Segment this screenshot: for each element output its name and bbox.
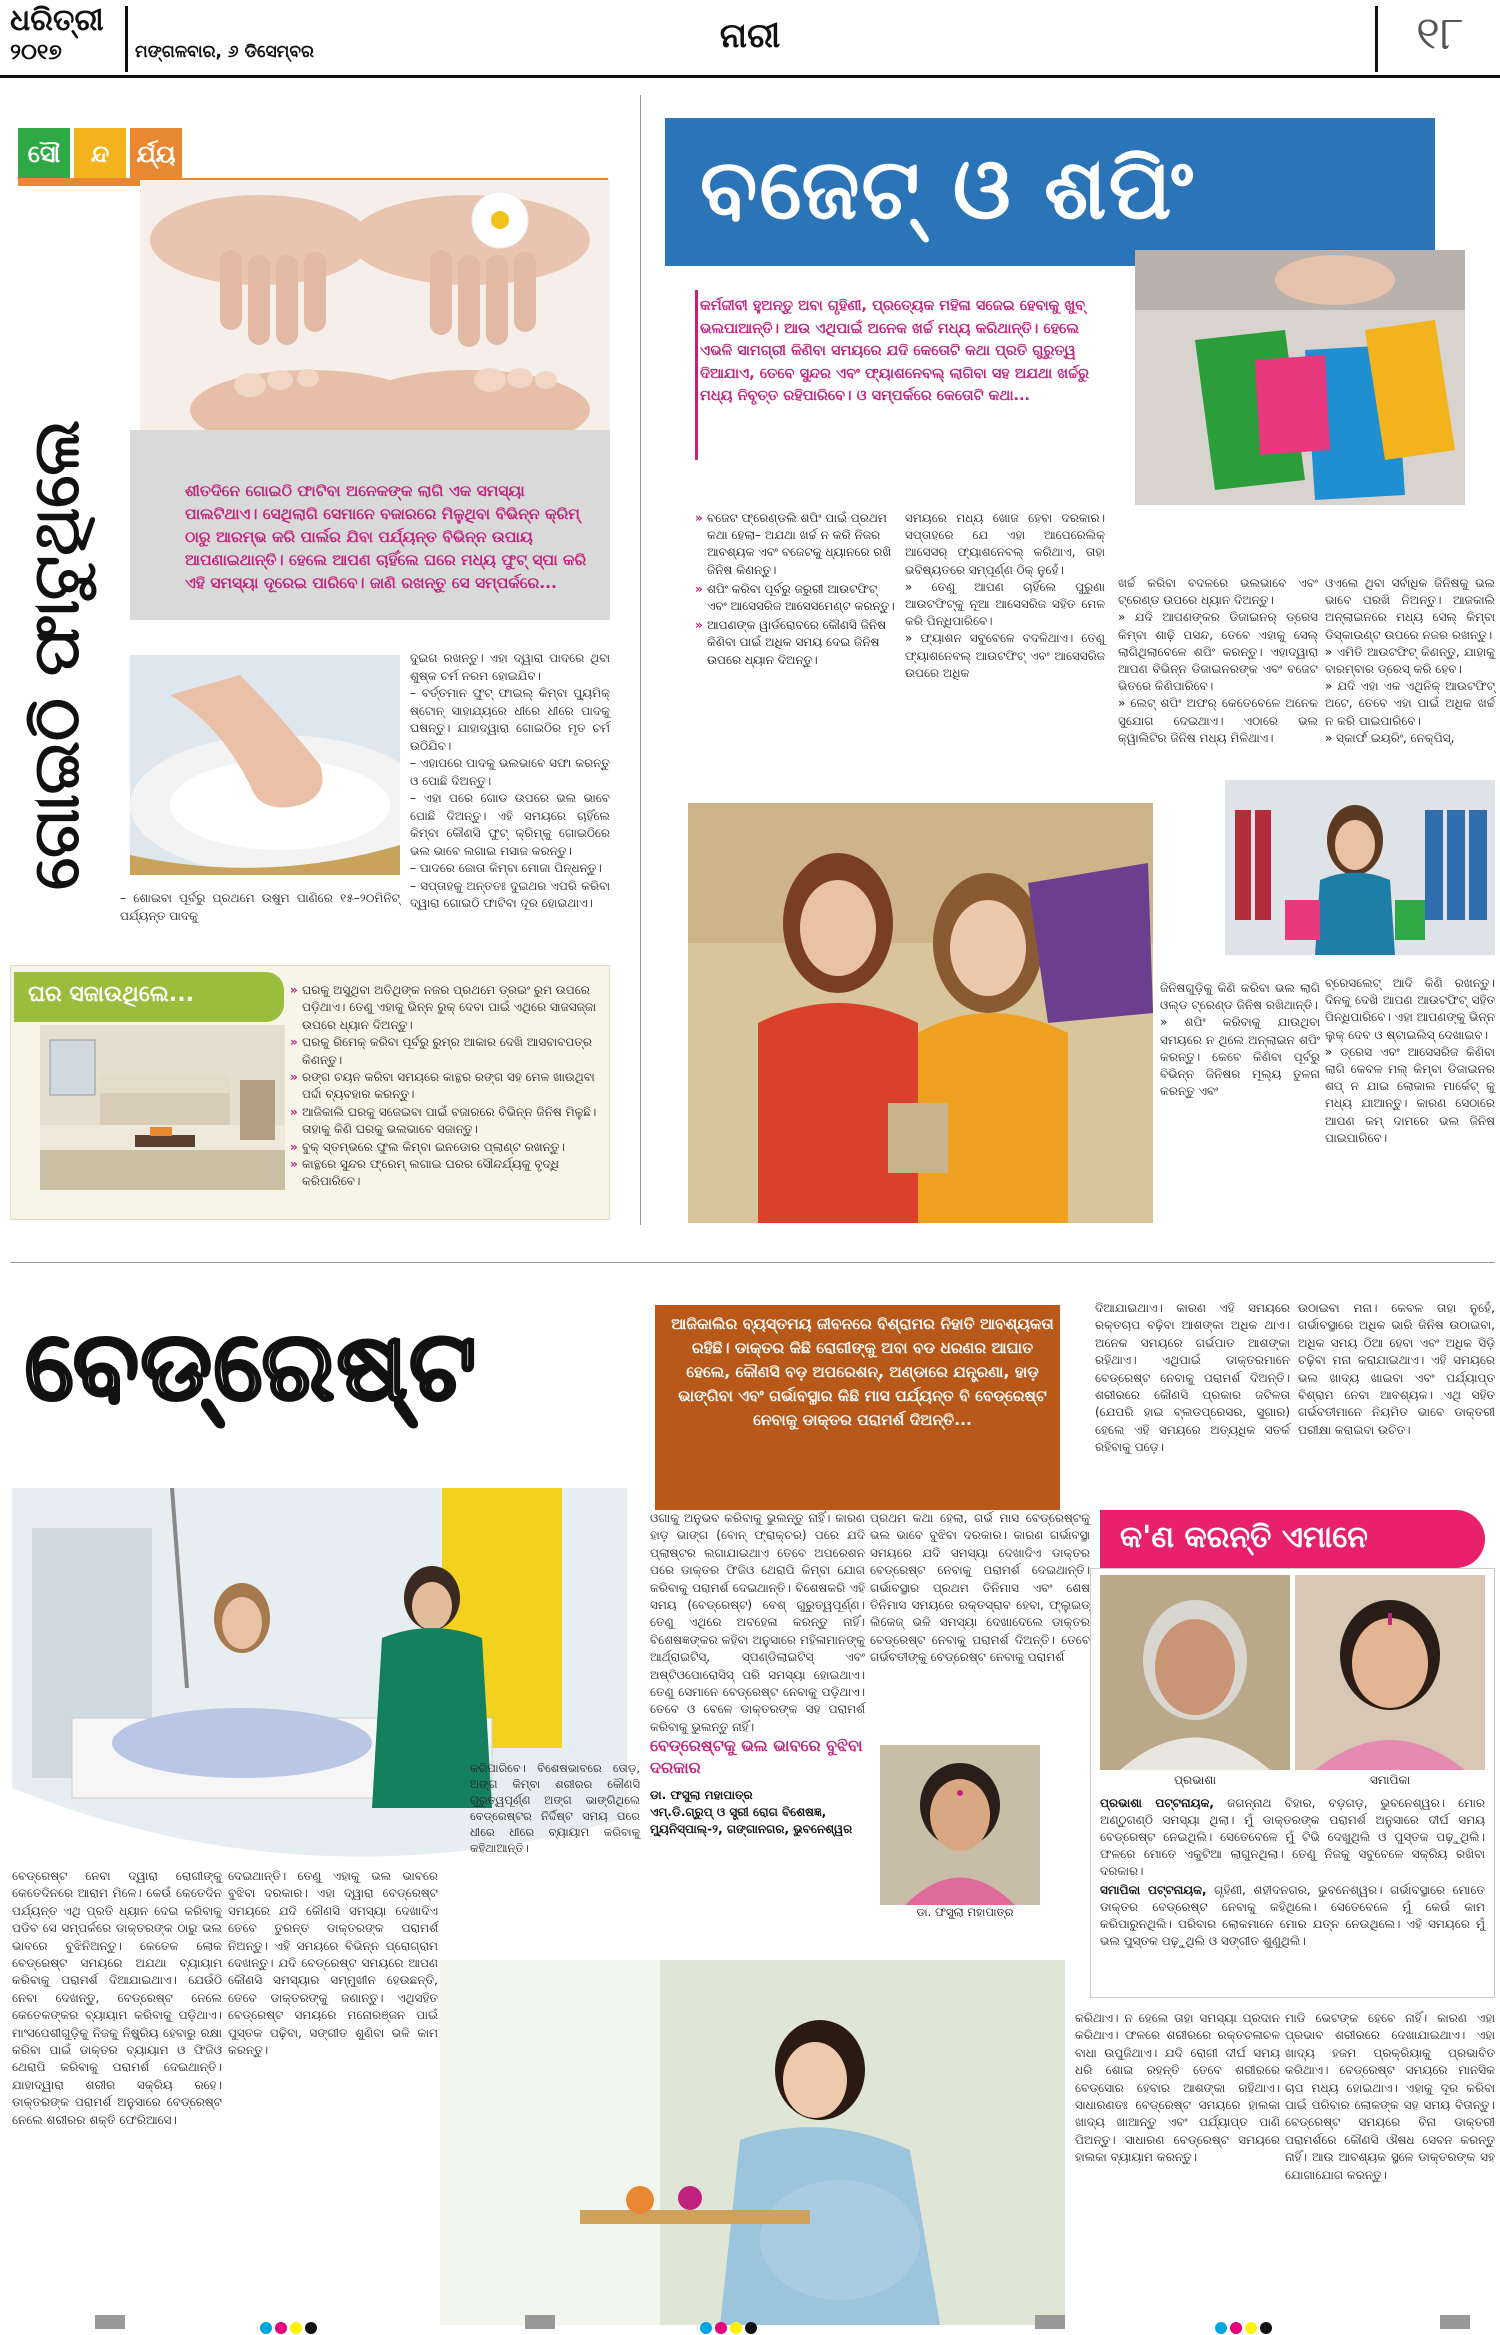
person-quote: ଜଗନ୍ନାଥ ବିହାର, ବଡ଼ଗଡ଼, ଭୁବନେଶ୍ୱର। ମୋର ଅଣ୍ଠୁଗଣ୍ଠି ସମସ୍ୟା ଥିଲା। ମୁଁ ଡାକ୍ତରଙ୍କ ପରାମର୍ଶ ଅନୁସାରେ ଦୀର୍ଘ ସମୟ ବେଡ୍‌ରେଷ୍ଟ ନେଇଥିଲି। ସେତେବେଳେ ମୁଁ ଟିଭି ଦେଖୁଥିଲି ଓ ପୁସ୍ତକ ପଢ଼ୁଥିଲି। ଫଳରେ ମୋତେ ଏକୁଟିଆ ଲାଗୁନଥିଲା। ତେଣୁ ନିଜକୁ ସବୁବେଳେ ସକ୍ରିୟ ରଖିବା ଦରକାର। — [1100, 1796, 1485, 1878]
lead-rule — [695, 290, 698, 460]
bedrest-note: କରିପାରିବେ। ବିଶେଷଭାବରେ ତୋଡ଼, ଅଙ୍ଗ କିମ୍ବା ଶରୀରର କୌଣସି ଗୁରୁତ୍ୱପୂର୍ଣ୍ଣ ଅଙ୍ଗ ଭାଙ୍ଗିଥିଲେ ବେଡ୍‌ରେଷ୍ଟର ନିର୍ଦ୍ଦିଷ୍ଟ ସମୟ ପରେ ଧୀରେ ଧୀରେ ବ୍ୟାୟାମ କରିବାକୁ କହିଥାଆନ୍ତି। — [470, 1761, 640, 1855]
shopping-column: ସମୟରେ ମଧ୍ୟ ଖୋଜ ହେବା ଦରକାର। ସପ୍ତାହରେ ଯେ ଏହା ଆପେରେଲିକ୍ ଆସେସର୍ ଫ୍ୟାଶନେବଲ୍ କରିଥାଏ, ତାହା ଭବିଷ୍ୟତରେ ସମ୍ପୂର୍ଣ୍ଣ ଠିକ୍ ନୁହେଁ। » ତେଣୁ ଆପଣ ଚାହିଁଲେ ପୁରୁଣା ଆଉଟଫିଟ୍କୁ ନୂଆ ଆସେସରିଜ ସହିତ ମେଳ କରି ପିନ୍ଧିପାରିବେ। » ଫ୍ୟାଶନ ସବୁବେଳେ ବଦଳିଥାଏ। ତେଣୁ ଫ୍ୟାଶନେବଲ୍ ଆଉଟଫିଟ୍ ଏବଂ ଆସେସରିଜ ଉପରେ ଅଧିକ — [905, 511, 1105, 680]
bedrest-column: ବେଡ୍‌ରେଷ୍ଟ ନେବା ଦ୍ୱାରା ରୋଗୀଙ୍କୁ କେତେଦିନରେ ଆରାମ ମିଳେ। କେଉଁ କେତେଦିନ ପର୍ଯ୍ୟନ୍ତ ଏଥି ପ୍ରତି ଧ୍ୟାନ ଦେଇ କରିବାକୁ ପଡିବ ସେ ସମ୍ପର୍କରେ ଡାକ୍ତରଙ୍କ ଠାରୁ ଭଲ ଭାବରେ ବୁଝିନିଅନ୍ତୁ। କେତେକ ଲୋକ ବେଡ୍‌ରେଷ୍ଟ ସମୟରେ ଅଯଥା ବ୍ୟାୟାମ କରିବାକୁ ପରାମର୍ଶ ଦିଆଯାଇଥାଏ। ଯେଉଁଠି ନେବା ଦେଖନ୍ତୁ, ବେଡ୍‌ରେଷ୍ଟ ନେଲେ କେତେକଙ୍କର ବ୍ୟାୟାମ କରିବାକୁ ପଡ଼ିଥାଏ। ମାଂସପେଶୀଗୁଡ଼ିକୁ ନିଜକୁ ନିଷ୍କ୍ରିୟ ହେବାରୁ ରକ୍ଷା କରିବା ପାଇଁ ଡାକ୍ତର ବ୍ୟାୟାମ ଓ ଫିଜିଓ ଥେରାପି କରିବାକୁ ପରାମର୍ଶ ଦେଇଥାନ୍ତି। ଯାହାଦ୍ୱାରା ଶରୀର ସକ୍ରିୟ ରହେ। ଡାକ୍ତରଙ୍କ ପରାମର୍ଶ ଅନୁସାରେ ବେଡ୍‌ରେଷ୍ଟ ନେଲେ ଶରୀରର ଶକ୍ତି ଫେରିଆସେ। — [12, 1869, 222, 2127]
list-item: » ବଜେଟ ଫ୍ରେଣ୍ଡଲି ଶପିଂ ପାଇଁ ପ୍ରଥମ କଥା ହେଲା– ଅଯଥା ଖର୍ଚ୍ଚ ନ କରି ନିଜର ଆବଶ୍ୟକ ଏବଂ ବଜେଟକୁ ଧ୍ୟାନରେ ରଖି ଜିନିଷ କିଣନ୍ତୁ। — [695, 510, 895, 579]
expert-affiliation: ଏମ୍.ଡି.ଗ୍ରୁପ୍ ଓ ସ୍ତ୍ରୀ ରୋଗ ବିଶେଷଜ୍ଞ, ମ୍ୟୁନିସ୍ପାଲ୍-୨, ଗଙ୍ଗାନଗର, ଭୁବନେଶ୍ୱର — [650, 1805, 853, 1836]
manicure-photo — [140, 180, 610, 430]
bedrest-column: ପ୍ରଥମ କଥା ହେଲା, ଗର୍ଭ ମାସ ବେଡ୍‌ରେଷ୍ଟକୁ ଭଲ ଭାବେ ବୁଝିବା ଦରକାର। କାରଣ ଗର୍ଭାବସ୍ଥା ସମୟରେ ଯଦି ସମସ୍ୟା ଦେଖାଦିଏ ଡାକ୍ତର ବେଡ୍‌ରେଷ୍ଟ ନେବାକୁ ପରାମର୍ଶ ଦେଇଥାନ୍ତି। ଗର୍ଭାବସ୍ଥାର ପ୍ରଥମ ତିନିମାସ ଏବଂ ଶେଷ ତିନିମାସ ସମୟରେ ରକ୍ତସ୍ରାବ ହେବା, ଫ୍ଲୁଇଡ୍ ଲିକେଜ୍ ଭଳି ସମସ୍ୟା ଦେଖାଦେଲେ ଡାକ୍ତର ବେଡ୍‌ରେଷ୍ଟ ନେବାକୁ ପରାମର୍ଶ ଦିଅନ୍ତି। ତେବେ ଗର୍ଭବତୀଙ୍କୁ ବେଡ୍‌ରେଷ୍ଟ ନେବାକୁ ପରାମର୍ଶ — [870, 1511, 1090, 1665]
bedrest-column: ଦେଇଥାନ୍ତି। ତେଣୁ ଏହାକୁ ଭଲ ଭାବରେ ବୁଝିବା ଦରକାର। ଏହା ଦ୍ୱାରା ବେଡ୍‌ରେଷ୍ଟ ସମୟରେ ଯଦି କୌଣସି ସମସ୍ୟା ଦେଖାଦିଏ ତେବେ ତୁରନ୍ତ ଡାକ୍ତରଙ୍କ ପରାମର୍ଶ ନିଅନ୍ତୁ। ଏହି ସମୟରେ ବିଭିନ୍ନ ପ୍ରୋଗ୍ରାମ ଦେଖନ୍ତୁ। ଯଦି ବେଡ୍‌ରେଷ୍ଟ ସମୟରେ ଆପଣ କୌଣସି ସମସ୍ୟାର ସମ୍ମୁଖୀନ ହେଉଛନ୍ତି, ତେବେ ଡାକ୍ତରଙ୍କୁ ଜଣାନ୍ତୁ। ଏଥିସହିତ ବେଡ୍‌ରେଷ୍ଟ ସମୟରେ ମନୋରଞ୍ଜନ ପାଇଁ ପୁସ୍ତକ ପଢ଼ିବା, ସଙ୍ଗୀତ ଶୁଣିବା ଭଳି କାମ କରନ୍ତୁ। — [228, 1869, 438, 2058]
expert-photo — [880, 1745, 1040, 1905]
masthead-logo: ଧରିତ୍ରୀ — [10, 3, 104, 38]
dateline: ମଙ୍ଗଳବାର, ୬ ଡିସେମ୍ବର — [135, 42, 314, 62]
shopping-column: ଓଏଲେ ଥିବା ସର୍ବାଧିକ ଜିନିଷକୁ ଭଲ ଭାବେ ପରଖି ନିଅନ୍ତୁ। ଆଜକାଲି ଅନ୍‌ଲାଇନରେ ମଧ୍ୟ ସେଲ୍ କିମ୍ବା ଡିସ୍କାଉଣ୍ଟ ଉପରେ ନଜର ରଖନ୍ତୁ। » ଏମିତି ଆଉଟଫିଟ୍ କିଣନ୍ତୁ, ଯାହାକୁ ବାରମ୍ବାର ଡ୍ରେସ୍ କରି ହେବ। » ଯଦି ଏହା ଏକ ଏଥିନିକ୍ ଆଉଟଫିଟ୍ ଅଟେ, ତେବେ ଏହା ପାଇଁ ଅଧିକ ଖର୍ଚ୍ଚ ନ କରି ପାଇପାରିବେ। » ସ୍କାର୍ଫ ଇୟରିଂ, ନେକ୍‌ପିସ୍, — [1325, 576, 1495, 745]
bedrest-column: ଉଠାଇବା ମନା। କେବଳ ତାହା ନୁହେଁ, ଗର୍ଭାବସ୍ଥାରେ ଅଧିକ ଭାରି ଜିନିଷ ଉଠାଇବା, ଅଧିକ ସମୟ ଠିଆ ହେବା ଏବଂ ଅଧିକ ସିଡ଼ି ଚଢ଼ିବା ମନା କରାଯାଇଥାଏ। ଏହି ସମୟରେ ଭଲ ଖାଦ୍ୟ ଖାଇବା ଏବଂ ପର୍ଯ୍ୟାପ୍ତ ବିଶ୍ରାମ ନେବା ଆବଶ୍ୟକ। ଏଥି ସହିତ ଗର୍ଭବତୀମାନେ ନିୟମିତ ଭାବେ ଡାକ୍ତରୀ ପରୀକ୍ଷା କରାଇବା ଉଚିତ। — [1298, 1301, 1495, 1437]
expert-heading: ବେଡ୍‌ରେଷ୍ଟକୁ ଭଲ ଭାବରେ ବୁଝିବା ଦରକାର — [650, 1736, 863, 1777]
person-name: ସମାପିକା ପଟ୍ଟନାୟକ, — [1100, 1883, 1207, 1897]
cmyk-dots — [1215, 2319, 1275, 2331]
page-number: ୧୮ — [1416, 6, 1464, 60]
cmyk-dots — [260, 2319, 320, 2331]
list-item: » ଆଜିକାଲି ଘରକୁ ସଜେଇବା ପାଇଁ ବଜାରରେ ବିଭିନ୍ନ ଜିନିଷ ମିଳୁଛି। ତାହାକୁ କିଣି ଘରକୁ ଭଲଭାବେ ସଜାନ୍ତୁ। — [290, 1104, 605, 1139]
bedrest-column: ଓଗାକୁ ଅନୁଭବ କରିବାକୁ ଭୁଲନ୍ତୁ ନାହିଁ। କାରଣ ହାଡ଼ ଭାଙ୍ଗ (ବୋନ୍ ଫ୍ରାକ୍ଚର) ପରେ ଯଦି ପ୍ଲାଷ୍ଟର ଲଗାଯାଇଥାଏ ତେବେ ଅପରେଶନ ପରେ ଡାକ୍ତର ଫିଜିଓ ଥେରାପି କିମ୍ବା ଯୋଗ କରିବାକୁ ପରାମର୍ଶ ଦେଇଥାନ୍ତି। ବିଶେଷକରି ଏହି ସମୟ (ବେଡ୍‌ରେଷ୍ଟ) ବେଶ୍ ଗୁରୁତ୍ୱପୂର୍ଣ୍ଣ। ତେଣୁ ଏଥିରେ ଅବହେଳା କରନ୍ତୁ ନାହିଁ। ବିଶେଷଜ୍ଞଙ୍କର କହିବା ଅନୁସାରେ ମହିଳାମାନଙ୍କୁ ଆର୍ଥ୍ରାଇଟିସ୍, ସ୍ପଣ୍ଡିଲାଇଟିସ୍ ଏବଂ ଅଷ୍ଟିଓପୋରୋସିସ୍ ପରି ସମସ୍ୟା ହୋଇଥାଏ। ତେଣୁ ସେମାନେ ବେଡ୍‌ରେଷ୍ଟ ନେବାକୁ ପଡ଼ିଥାଏ। ତେବେ ଓ ବେଳେ ଡାକ୍ତରଙ୍କ ସହ ପରାମର୍ଶ କରିବାକୁ ଭୁଲନ୍ତୁ ନାହିଁ। — [650, 1511, 865, 1734]
shopping-column: ଖର୍ଚ୍ଚ କରିବା ବଦଳରେ ଭଲଭାବେ ଏବଂ ଟ୍ରେଣ୍ଡ ଉପରେ ଧ୍ୟାନ ଦିଅନ୍ତୁ। » ଯଦି ଆପଣଙ୍କର ଡିଜାଇନର୍ ଡ୍ରେସ କିମ୍ବା ଶାଢ଼ି ପସନ୍ଦ, ତେବେ ଏହାକୁ ସେଲ୍ ଲାଗିଥିଲାବେଳେ ଶପିଂ କରନ୍ତୁ। ଏହାଦ୍ୱାରା ଆପଣ ବିଭିନ୍ନ ଡିଜାଇନରଙ୍କ ଏବଂ ବଜେଟ ଭିତରେ କିଣିପାରିବେ। » ଲେଟ୍ ଶପିଂ ଅଫର୍ କେତେବେଳେ ଅନେକ ସୁଯୋଗ ଦେଇଥାଏ। ଏଠାରେ ଭଲ କ୍ୱାଲିଟିର ଜିନିଷ ମଧ୍ୟ ମିଳିଥାଏ। — [1118, 576, 1318, 745]
pregnant-woman-photo — [440, 1960, 1065, 2325]
home-decor-title: ଘର ସଜାଉଥିଲେ... — [14, 972, 284, 1022]
bedrest-column: କରିଥାଏ। ନ ହେଲେ ତାହା ସମସ୍ୟା ପ୍ରଦାନ କରିଥାଏ। ଫଳରେ ଶରୀରରେ ରକ୍ତଚଳାଚଳ ବାଧା ଉପୁଜିଥାଏ। ଯଦି ରୋଗୀ ଦୀର୍ଘ ସମୟ ଧରି ଶୋଇ ରହନ୍ତି ତେବେ ଶରୀରରେ ବେଡ୍‌ସୋର ହେବାର ଆଶଙ୍କା ରହିଥାଏ। ସାଧାରଣତଃ ବେଡ୍‌ରେଷ୍ଟ ସମୟରେ ହାଲକା ଖାଦ୍ୟ ଖାଆନ୍ତୁ ଏବଂ ପର୍ଯ୍ୟାପ୍ତ ପାଣି ପିଅନ୍ତୁ। ସାଧାରଣ ବେଡ୍‌ରେଷ୍ଟ ସମୟରେ ହାଲକା ବ୍ୟାୟାମ କରନ୍ତୁ। — [1075, 2011, 1280, 2165]
beauty-body: ଦୁଇଗ ରଖନ୍ତୁ। ଏହା ଦ୍ୱାରା ପାଦରେ ଥିବା ଶୁଷ୍କ ଚର୍ମ ନରମ ହୋଇଯିବ। – ବର୍ତ୍ତମାନ ଫୁଟ୍ ଫାଇଲ୍ କିମ୍ବା ପ୍ୟୁମିକ୍ ଷ୍ଟୋନ୍ ସାହାଯ୍ୟରେ ଧୀରେ ଧୀରେ ପାଦକୁ ଘଷନ୍ତୁ। ଯାହାଦ୍ୱାରା ଗୋଇଠିର ମୃତ ଚର୍ମ ଉଠିଯିବ। – ଏହାପରେ ପାଦକୁ ଭଲଭାବେ ସଫା କରନ୍ତୁ ଓ ପୋଛି ଦିଅନ୍ତୁ। – ଏହା ପରେ ଗୋଡ ଉପରେ ଭଲ ଭାବେ ପୋଛି ଦିଅନ୍ତୁ। ଏହି ସମୟରେ ଚାହିଁଲେ କିମ୍ବା କୌଣସି ଫୁଟ୍ କ୍ରିମ୍କୁ ଗୋଇଠିରେ ଭଲ ଭାବେ ଲଗାଇ ମସାଜ କରନ୍ତୁ। – ପାଦରେ ଜୋତା କିମ୍ବା ମୋଜା ପିନ୍ଧନ୍ତୁ। – ସପ୍ତାହକୁ ଅନ୍ତତଃ ଦୁଇଥର ଏପରି କରିବା ଦ୍ୱାରା ଗୋଇଠି ଫାଟିବା ଦୂର ହୋଇଥାଏ। — [410, 651, 610, 910]
what-they-do-title: କ'ଣ କରନ୍ତି ଏମାନେ — [1120, 1520, 1368, 1555]
header-divider — [125, 6, 128, 72]
tag-cell: ନ୍ଦ — [74, 128, 126, 180]
person-photo — [1100, 1575, 1290, 1770]
list-item: » ଘରକୁ ରିମେକ୍ କରିବା ପୂର୍ବରୁ ରୁମ୍ର ଆକାର ଦେଖି ଆସବାବପତ୍ର କିଣନ୍ତୁ। — [290, 1034, 605, 1069]
grey-block — [1035, 2315, 1065, 2329]
grey-block — [95, 2315, 125, 2329]
masthead — [10, 4, 130, 74]
shopper-photo — [1225, 780, 1495, 955]
beauty-section-tag — [18, 128, 186, 184]
expert-name: ଡା. ଫସୁଲା ମହାପାତ୍ର — [650, 1788, 753, 1802]
header-divider — [1375, 6, 1378, 72]
shopping-column: ବ୍ରେସଲେଟ୍ ଆଦି କିଣି ରଖନ୍ତୁ। ଦିନକୁ ଦେଖି ଆପଣ ଆଉଟଫିଟ୍ ସହିତ ପିନ୍ଧିପାରିବେ। ଏହା ଆପଣଙ୍କୁ ଭିନ୍ନ ଲୁକ୍ ଦେବ ଓ ଷ୍ଟାଇଲିସ୍ ଦେଖାଇବ। » ଡ୍ରେସ ଏବଂ ଆସେସରିଜ କିଣିବା ଲାଗି କେବଳ ମଲ୍ କିମ୍ବା ଡିଜାଇନର ଶପ୍ ନ ଯାଇ ଲୋକାଲ ମାର୍କେଟ୍ କୁ ମଧ୍ୟ ଯାଆନ୍ତୁ। କାରଣ ସେଠାରେ ଆପଣ କମ୍ ଦାମରେ ଭଲ ଜିନିଷ ପାଇପାରିବେ। — [1325, 976, 1495, 1145]
beauty-headline — [10, 240, 100, 900]
print-registration-marks — [0, 2315, 1500, 2335]
section-title: ନାରୀ — [719, 16, 781, 56]
page-header — [0, 0, 1500, 78]
person-name: ପ୍ରଭାଶା ପଟ୍ଟନାୟକ, — [1100, 1796, 1214, 1810]
what-they-do-body — [1100, 1795, 1485, 1995]
grey-block — [1440, 2315, 1470, 2329]
home-decor-list — [290, 982, 605, 1217]
person-caption: ସମାପିକା — [1369, 1773, 1411, 1787]
living-room-photo — [40, 1025, 285, 1190]
person-caption: ପ୍ରଭାଶା — [1174, 1773, 1216, 1787]
masthead-year: ୨୦୧୭ — [10, 40, 62, 65]
tag-cell: ର୍ଯ୍ୟ — [130, 128, 182, 180]
bedrest-headline: ବେଡ୍‌ରେଷ୍ଟ — [25, 1310, 478, 1422]
grey-block — [525, 2315, 555, 2329]
expert-credit — [650, 1787, 880, 1847]
list-item: » ବୁକ୍ ସ୍ତମ୍ଭରେ ଫୁଲ କିମ୍ବା ଇନଡୋର ପ୍ଲାଣ୍ଟ ରଖନ୍ତୁ। — [290, 1139, 605, 1156]
beauty-headline-text: ଗୋଇଠି ଫାଟୁଥିଲେ — [20, 419, 94, 890]
list-item: » ଘରକୁ ଅସୁଥିବା ଅତିଥିଙ୍କ ନଜର ପ୍ରଥମେ ଡ୍ରଇଂ ରୁମ ଉପରେ ପଡ଼ିଥାଏ। ତେଣୁ ଏହାକୁ ଭିନ୍ନ ରୁକ୍ ଦେବା ପାଇଁ ଏଥିରେ ସାଜସଜ୍ଜା ଉପରେ ଧ୍ୟାନ ଦିଅନ୍ତୁ। — [290, 982, 605, 1034]
bedrest-column: ଦିଆଯାଇଥାଏ। କାରଣ ଏହି ସମୟରେ ରକ୍ତଚାପ ବଢ଼ିବା ଆଶଙ୍କା ଅଧିକ ଥାଏ। ଅନେକ ସମୟରେ ଗର୍ଭପାତ ଆଶଙ୍କା ରହିଥାଏ। ଏଥିପାଇଁ ଡାକ୍ତରମାନେ ବେଡ୍‌ରେଷ୍ଟ ନେବାକୁ ପରାମର୍ଶ ଦିଅନ୍ତି। ଶରୀରରେ କୌଣସି ପ୍ରକାର ଜଟିଳତା (ଯେପରି ହାଇ ବ୍ଲଡପ୍ରେସର, ସୁଗାର) ହେଲେ ଏହି ସମୟରେ ଅତ୍ୟଧିକ ସତର୍କ ରହିବାକୁ ପଡ଼େ। — [1095, 1301, 1290, 1455]
column-divider — [640, 95, 641, 1225]
beauty-lead: ଶୀତଦିନେ ଗୋଇଠି ଫାଟିବା ଅନେକଙ୍କ ଲାଗି ଏକ ସମସ୍ୟା ପାଲଟିଥାଏ। ସେଥିଲାଗି ସେମାନେ ବଜାରରେ ମିଳୁଥିବା ବିଭିନ୍ନ କ୍ରିମ୍ ଠାରୁ ଆରମ୍ଭ କରି ପାର୍ଲର ଯିବା ପର୍ଯ୍ୟନ୍ତ ବିଭିନ୍ନ ଉପାୟ ଆପଣାଇଥାନ୍ତି। ହେଲେ ଆପଣ ଚାହିଁଲେ ଘରେ ମଧ୍ୟ ଫୁଟ୍ ସ୍ପା କରି ଏହି ସମସ୍ୟା ଦୂରେଇ ପାରିବେ। ଜାଣି ରଖନ୍ତୁ ସେ ସମ୍ପର୍କରେ... — [185, 482, 587, 592]
person-photo — [1295, 1575, 1485, 1770]
section-rule — [10, 1262, 1495, 1263]
list-item: » ଶପିଂ କରିବା ପୂର୍ବରୁ ଜରୁରୀ ଆଉଟଫିଟ୍ ଏବଂ ଆସେସରିଜ ଆସେସମେଣ୍ଟ କରନ୍ତୁ। — [695, 581, 895, 615]
list-item: » କାନ୍ଥରେ ସୁନ୍ଦର ଫ୍ରେମ୍ ଲଗାଇ ଘରର ସୌନ୍ଦର୍ଯ୍ୟକୁ ବୃଦ୍ଧି କରିପାରିବେ। — [290, 1156, 605, 1191]
list-item: » ରଙ୍ଗ ଚୟନ କରିବା ସମୟରେ କାନ୍ଥର ରଙ୍ଗ ସହ ମେଳ ଖାଉଥିବା ପର୍ଦ୍ଦା ବ୍ୟବହାର କରନ୍ତୁ। — [290, 1069, 605, 1104]
list-item: » ଆପଣଙ୍କ ୱାର୍ଡରୋବରେ କୌଣସି ଜିନିଷ କିଣିବା ପାଇଁ ଅଧିକ ସମୟ ଦେଇ ଜିନିଷ ଉପରେ ଧ୍ୟାନ ଦିଅନ୍ତୁ। — [695, 617, 895, 669]
shopping-bags-photo — [1135, 250, 1465, 505]
shopping-lead: କର୍ମଜୀବୀ ହୁଅନ୍ତୁ ଅବା ଗୃହିଣୀ, ପ୍ରତ୍ୟେକ ମହିଳା ସଜେଇ ହେବାକୁ ଖୁବ୍ ଭଲପାଆନ୍ତି। ଆଉ ଏଥିପାଇଁ ଅନେକ ଖର୍ଚ୍ଚ ମଧ୍ୟ କରିଥାନ୍ତି। ହେଲେ ଏଭଳି ସାମଗ୍ରୀ କିଣିବା ସମୟରେ ଯଦି କେତୋଟି କଥା ପ୍ରତି ଗୁରୁତ୍ୱ ଦିଆଯାଏ, ତେବେ ସୁନ୍ଦର ଏବଂ ଫ୍ୟାଶନେବଲ୍ ଲାଗିବା ସହ ଅଯଥା ଖର୍ଚ୍ଚରୁ ମଧ୍ୟ ନିବୃତ୍ତ ରହିପାରିବେ। ଓ ସମ୍ପର୍କରେ କେତୋଟି କଥା... — [700, 298, 1090, 404]
women-shopping-photo — [688, 803, 1153, 1223]
bedrest-lead: ଆଜିକାଲିର ବ୍ୟସ୍ତମୟ ଜୀବନରେ ବିଶ୍ରାମର ନିହାତି ଆବଶ୍ୟକତା ରହିଛି। ଡାକ୍ତର କିଛି ରୋଗୀଙ୍କୁ ଅବା ବଡ ଧରଣର ଆଘାତ ହେଲେ, କୌଣସି ବଡ଼ ଅପରେଶନ୍, ଅଣ୍ଡାରେ ଯନ୍ତ୍ରଣା, ହାଡ଼ ଭାଙ୍ଗିବା ଏବଂ ଗର୍ଭାବସ୍ଥାର କିଛି ମାସ ପର୍ଯ୍ୟନ୍ତ ବି ବେଡ୍‌ରେଷ୍ଟ ନେବାକୁ ଡାକ୍ତର ପରାମର୍ଶ ଦିଅନ୍ତି... — [671, 1315, 1054, 1429]
person-quote: ଗୃହିଣୀ, ଶହୀଦନଗର, ଭୁବନେଶ୍ୱର। ଗର୍ଭାବସ୍ଥାରେ ମୋତେ ଡାକ୍ତର ବେଡ୍‌ରେଷ୍ଟ ନେବାକୁ କହିଥିଲେ। ସେତେବେଳେ ମୁଁ କେଉଁ କାମ କରିପାରୁନଥିଲି। ପରିବାର ଲୋକମାନେ ମୋର ଯତ୍ନ ନେଉଥିଲେ। ଏହି ସମୟରେ ମୁଁ ଭଲ ପୁସ୍ତକ ପଢ଼ୁଥିଲି ଓ ସଙ୍ଗୀତ ଶୁଣୁଥିଲି। — [1100, 1883, 1485, 1948]
foot-spa-photo — [130, 655, 400, 875]
tag-cell: ସୌ — [18, 128, 70, 180]
beauty-lead-box — [130, 430, 610, 620]
cmyk-dots — [700, 2319, 760, 2331]
beauty-body-continued: – ଶୋଇବା ପୂର୍ବରୁ ପ୍ରଥମେ ଉଷୁମ ପାଣିରେ ୧୫–୨୦ମିନିଟ୍ ପର୍ଯ୍ୟନ୍ତ ପାଦକୁ — [120, 891, 400, 923]
expert-caption: ଡା. ଫସୁଲା ମହାପାତ୍ର — [916, 1905, 1014, 1919]
shopping-column — [695, 510, 895, 810]
bedrest-column: ମାଡି ଭେଟଙ୍କ ହେବେ ନାହିଁ। କାରଣ ଏହା ପ୍ରଭାବ ଶରୀରରେ ଦେଖାଯାଇଥାଏ। ଏହା ଖାଦ୍ୟ ହଜମ ପ୍ରକ୍ରିୟାକୁ ପ୍ରଭାବିତ କରିଥାଏ। ବେଡ୍‌ରେଷ୍ଟ ସମୟରେ ମାନସିକ ଚାପ ମଧ୍ୟ ହୋଇଥାଏ। ଏହାକୁ ଦୂର କରିବା ପାଇଁ ପରିବାର ଲୋକଙ୍କ ସହ ସମୟ ବିତାନ୍ତୁ। ବେଡ୍‌ରେଷ୍ଟ ସମୟରେ ବିନା ଡାକ୍ତରୀ ପରାମର୍ଶରେ କୌଣସି ଔଷଧ ସେବନ କରନ୍ତୁ ନାହିଁ। ଆଉ ଆବଶ୍ୟକ ସ୍ଥଳେ ଡାକ୍ତରଙ୍କ ସହ ଯୋଗାଯୋଗ କରନ୍ତୁ। — [1285, 2011, 1495, 2182]
shopping-column: ଜିନିଷଗୁଡ଼ିକୁ କିଣି କରିବା ଭଲ ଲାଗି ଓଲ୍ଡ ଟ୍ରେଣ୍ଡ ଜିନିଷ ରଖିଥାନ୍ତି। » ଶପିଂ କରିବାକୁ ଯାଉଥିବା ସମୟରେ ନ ଥିଲେ ଅନ୍‌ଲାଇନ ଶପିଂ କରନ୍ତୁ। କେବେ କିଣିବା ପୂର୍ବରୁ ବିଭିନ୍ନ ଜିନିଷର ମୂଲ୍ୟ ତୁଳନା କରନ୍ତୁ ଏବଂ — [1160, 981, 1320, 1099]
shopping-headline: ବଜେଟ୍ ଓ ଶପିଂ — [700, 140, 1195, 238]
